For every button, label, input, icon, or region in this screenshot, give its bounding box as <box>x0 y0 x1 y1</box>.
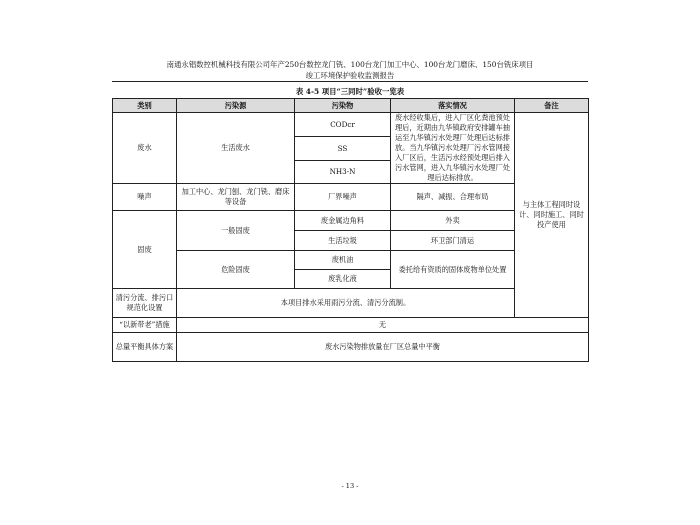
table-row <box>113 318 589 333</box>
cell-status-drainage: 本项目排水采用雨污分流、清污分流制。 <box>177 289 515 318</box>
cell-source-noise: 加工中心、龙门刨、龙门铣、磨床等设备 <box>177 184 295 211</box>
cell-category-wastewater: 废水 <box>113 113 177 184</box>
cell-pollutant-garbage: 生活垃圾 <box>295 231 391 251</box>
report-header-line1: 南通永锠数控机械科技有限公司年产250台数控龙门铣、100台龙门加工中心、100台龙门磨床、150台铣床项目 <box>166 60 534 69</box>
cell-pollutant-cod: CODcr <box>295 113 391 137</box>
report-header-line2: 竣工环境保护验收监测报告 <box>305 70 395 80</box>
table-row <box>113 333 589 362</box>
header-pollutant: 污染物 <box>295 99 391 113</box>
cell-status-scrap-metal: 外卖 <box>391 211 515 231</box>
header-divider <box>112 81 588 82</box>
cell-source-wastewater: 生活废水 <box>177 113 295 184</box>
cell-category-drainage: 清污分流、排污口规范化设置 <box>113 289 177 318</box>
cell-pollutant-ss: SS <box>295 137 391 160</box>
table-caption: 表 4-5 项目“三同时”验收一览表 <box>295 87 405 96</box>
cell-category-balance: 总量平衡具体方案 <box>113 333 177 362</box>
cell-pollutant-emulsion: 废乳化液 <box>295 270 391 289</box>
cell-status-hazardous: 委托给有资质的固体废物单位处置 <box>391 251 515 289</box>
cell-status-balance: 废水污染物排放量在厂区总量中平衡 <box>177 333 589 362</box>
cell-status-new-for-old: 无 <box>177 318 589 333</box>
header-category: 类别 <box>113 99 177 113</box>
cell-status-noise: 隔声、减振、合理布局 <box>391 184 515 211</box>
cell-category-solid: 固废 <box>113 211 177 289</box>
cell-status-wastewater: 废水经收集后，进入厂区化粪池预处理后，近期由九华镇政府安排罐车抽运至九华镇污水处理厂处理后达标排放。当九华镇污水处理厂污水管网接入厂区后，生活污水经预处理后排入污水管网，进入九华镇污水处理厂处理后达标排放。 <box>391 113 515 184</box>
header-source: 污染源 <box>177 99 295 113</box>
cell-pollutant-noise: 厂界噪声 <box>295 184 391 211</box>
cell-pollutant-waste-oil: 废机油 <box>295 251 391 270</box>
table-header-row <box>113 99 589 113</box>
cell-pollutant-scrap-metal: 废金属边角料 <box>295 211 391 231</box>
cell-status-garbage: 环卫部门清运 <box>391 231 515 251</box>
cell-pollutant-nh3n: NH3-N <box>295 160 391 183</box>
cell-remark: 与主体工程同时设计、同时施工、同时投产使用 <box>515 113 589 318</box>
cell-category-noise: 噪声 <box>113 184 177 211</box>
three-simultaneous-table <box>112 98 589 362</box>
report-header <box>112 60 588 81</box>
cell-category-new-for-old: “以新带老”措施 <box>113 318 177 333</box>
cell-source-general-solid: 一般固废 <box>177 211 295 251</box>
table-row <box>113 113 589 137</box>
header-status: 落实情况 <box>391 99 515 113</box>
cell-source-hazardous: 危险固废 <box>177 251 295 289</box>
page-number: - 13 - <box>341 482 359 490</box>
header-remark: 备注 <box>515 99 589 113</box>
